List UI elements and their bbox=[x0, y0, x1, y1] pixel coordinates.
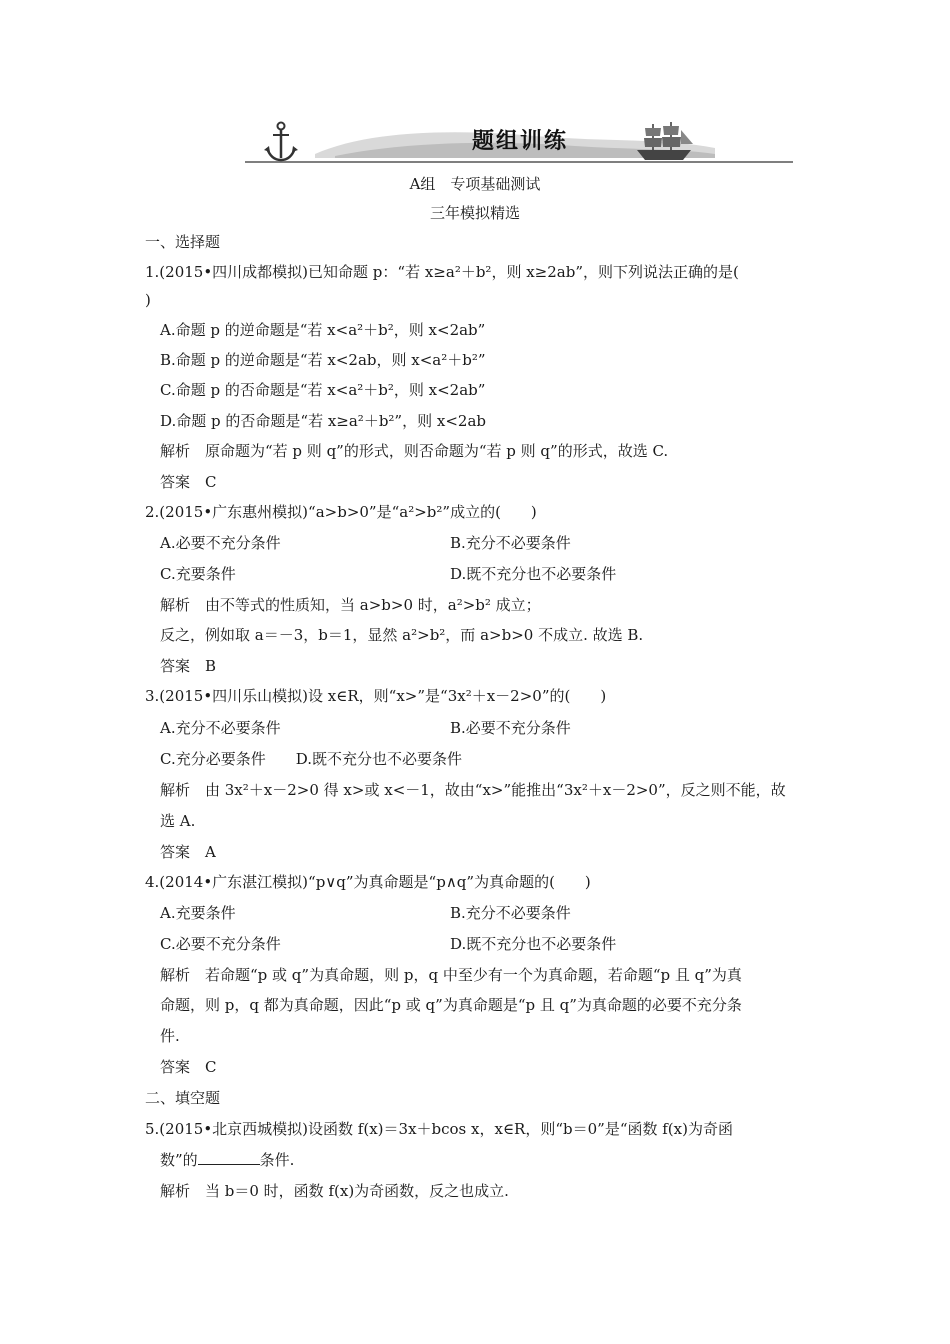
group-subtitle: 三年模拟精选 bbox=[429, 204, 520, 222]
q4-option-b: B.充分不必要条件 bbox=[450, 904, 571, 922]
q4-option-d: D.既不充分也不必要条件 bbox=[450, 935, 617, 953]
q4-answer: 答案 C bbox=[160, 1058, 217, 1076]
q2-analysis: 解析 由不等式的性质知，当 a>b>0 时，a²>b² 成立； bbox=[160, 596, 541, 614]
q1-option-d: D.命题 p 的否命题是“若 x≥a²＋b²”，则 x<2ab bbox=[160, 412, 486, 430]
section-heading-fill: 二、填空题 bbox=[145, 1089, 221, 1107]
q4-analysis-end: 件. bbox=[160, 1027, 180, 1045]
q5-stem-suffix: 条件. bbox=[259, 1151, 295, 1169]
q2-stem: 2.(2015•广东惠州模拟)“a>b>0”是“a²>b²”成立的( ) bbox=[145, 503, 537, 521]
q5-stem-cont bbox=[160, 1150, 294, 1170]
q4-analysis: 解析 若命题“p 或 q”为真命题，则 p，q 中至少有一个为真命题，若命题“p 且 q”为真 bbox=[160, 966, 742, 984]
banner-title: 题组训练 bbox=[471, 129, 568, 154]
q2-option-a: A.必要不充分条件 bbox=[160, 534, 281, 552]
q3-option-a: A.充分不必要条件 bbox=[160, 719, 281, 737]
q3-analysis-cont: 选 A. bbox=[160, 812, 196, 830]
q2-answer: 答案 B bbox=[160, 657, 217, 675]
q2-option-c: C.充要条件 bbox=[160, 565, 236, 583]
q3-analysis: 解析 由 3x²＋x－2>0 得 x>或 x<－1，故由“x>”能推出“3x²＋x－2>0”，反之则不能，故 bbox=[160, 781, 786, 799]
q1-option-c: C.命题 p 的否命题是“若 x<a²＋b²，则 x<2ab” bbox=[160, 381, 486, 399]
q2-option-d: D.既不充分也不必要条件 bbox=[450, 565, 617, 583]
q5-analysis: 解析 当 b＝0 时，函数 f(x)为奇函数，反之也成立. bbox=[160, 1182, 509, 1200]
q1-option-b: B.命题 p 的逆命题是“若 x<2ab，则 x<a²＋b²” bbox=[160, 351, 486, 369]
group-heading: A组 专项基础测试 bbox=[409, 175, 541, 193]
q3-answer: 答案 A bbox=[160, 843, 216, 861]
q1-analysis: 解析 原命题为“若 p 则 q”的形式，则否命题为“若 p 则 q”的形式，故选 C. bbox=[160, 442, 669, 460]
section-banner bbox=[245, 118, 795, 168]
q4-option-a: A.充要条件 bbox=[160, 904, 236, 922]
section-heading-choice: 一、选择题 bbox=[145, 233, 221, 251]
q2-analysis-cont: 反之，例如取 a＝－3，b＝1，显然 a²>b²，而 a>b>0 不成立. 故选 B. bbox=[160, 626, 644, 644]
q3-stem: 3.(2015•四川乐山模拟)设 x∈R，则“x>”是“3x²＋x－2>0”的( ) bbox=[145, 687, 607, 705]
q5-answer-blank[interactable] bbox=[198, 1150, 260, 1165]
sailing-ship-icon bbox=[633, 118, 695, 162]
q2-option-b: B.充分不必要条件 bbox=[450, 534, 571, 552]
q1-stem-cont: ) bbox=[145, 291, 151, 309]
q1-stem: 1.(2015•四川成都模拟)已知命题 p：“若 x≥a²＋b²，则 x≥2ab”，则下列说法正确的是( bbox=[145, 263, 739, 281]
q4-option-c: C.必要不充分条件 bbox=[160, 935, 281, 953]
q1-option-a: A.命题 p 的逆命题是“若 x<a²＋b²，则 x<2ab” bbox=[160, 321, 486, 339]
q3-option-cd: C.充分必要条件 D.既不充分也不必要条件 bbox=[160, 750, 462, 768]
q5-stem: 5.(2015•北京西城模拟)设函数 f(x)＝3x＋bcos x，x∈R，则“b＝0”是“函数 f(x)为奇函 bbox=[145, 1120, 733, 1138]
q3-option-b: B.必要不充分条件 bbox=[450, 719, 571, 737]
q4-stem: 4.(2014•广东湛江模拟)“p∨q”为真命题是“p∧q”为真命题的( ) bbox=[145, 873, 591, 891]
q4-analysis-cont: 命题，则 p，q 都为真命题，因此“p 或 q”为真命题是“p 且 q”为真命题的必要不充分条 bbox=[160, 996, 742, 1014]
q1-answer: 答案 C bbox=[160, 473, 217, 491]
q5-stem-prefix: 数”的 bbox=[160, 1151, 198, 1169]
